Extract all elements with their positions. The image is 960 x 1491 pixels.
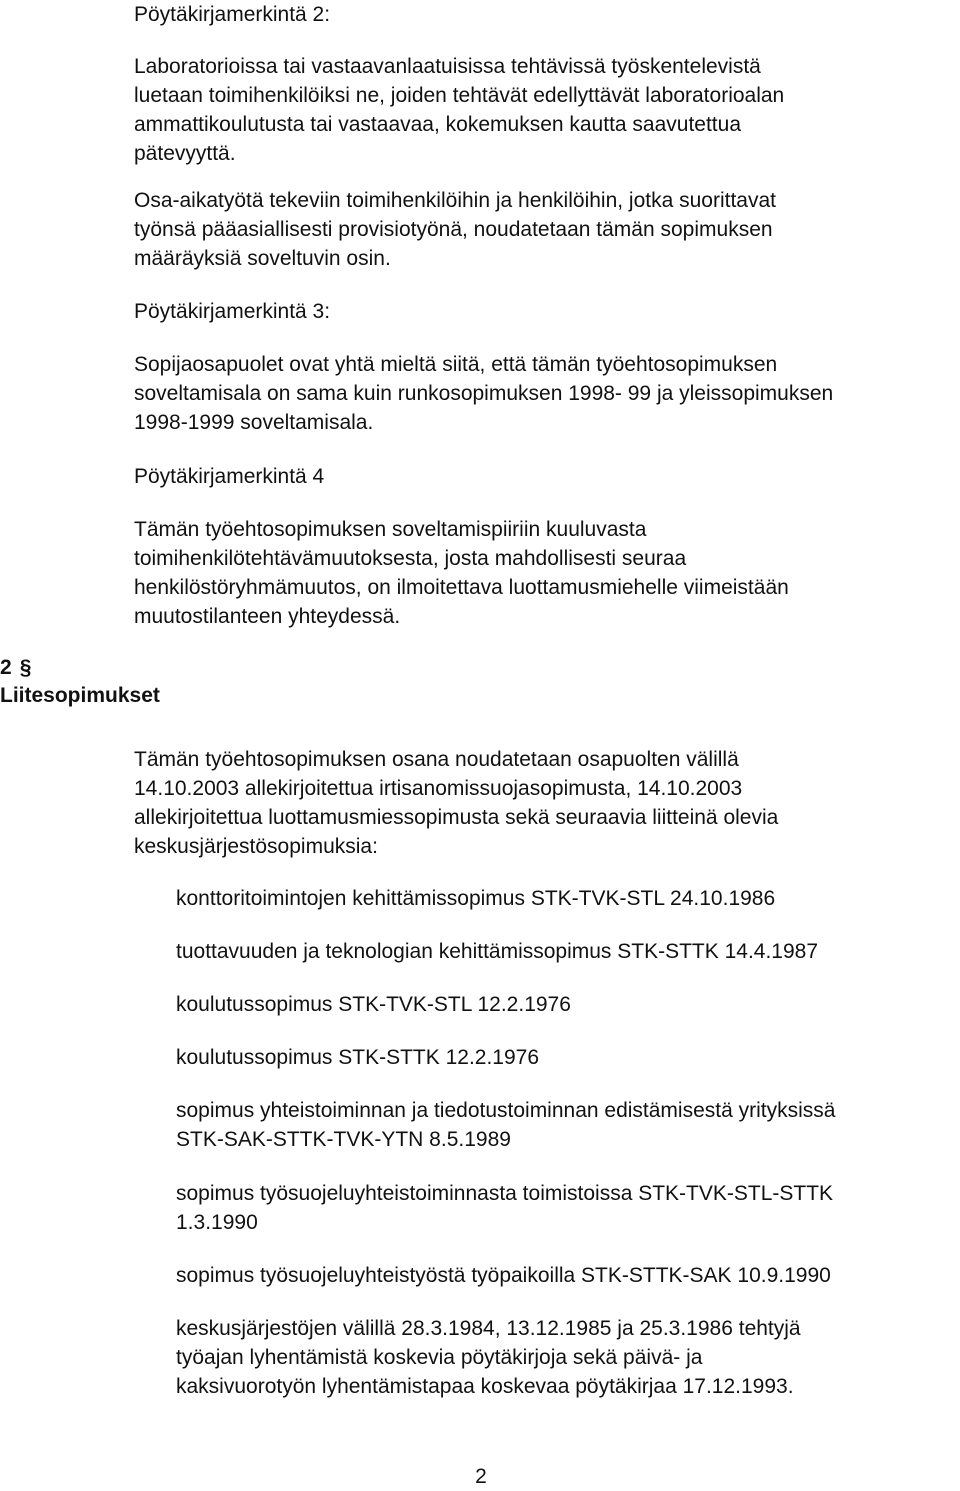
agreement-list-item (176, 1179, 956, 1237)
text-line: 14.10.2003 allekirjoitettua irtisanomissuojasopimusta, 14.10.2003 (134, 777, 743, 800)
note-2-paragraph-1 (134, 52, 956, 168)
text-line: konttoritoimintojen kehittämissopimus STK-TVK-STL 24.10.1986 (176, 887, 776, 910)
text-line: 1998-1999 soveltamisala. (134, 411, 374, 434)
section-heading (0, 654, 160, 710)
text-line: sopimus yhteistoiminnan ja tiedotustoiminnan edistämisestä yrityksissä (176, 1099, 836, 1122)
note-3-heading (134, 297, 956, 326)
page-number: 2 (475, 1465, 487, 1488)
note-3-paragraph (134, 350, 956, 437)
agreement-list-item (176, 1314, 956, 1401)
text-line: STK-SAK-STTK-TVK-YTN 8.5.1989 (176, 1128, 511, 1151)
note-4-paragraph (134, 515, 956, 631)
text-line: Tämän työehtosopimuksen osana noudatetaan osapuolten välillä (134, 748, 739, 771)
agreement-list-item (176, 937, 956, 966)
text-line: koulutussopimus STK-TVK-STL 12.2.1976 (176, 993, 571, 1016)
note-heading-text: Pöytäkirjamerkintä 4 (134, 465, 325, 488)
text-line: pätevyyttä. (134, 142, 236, 165)
agreement-list-item (176, 884, 956, 913)
text-line: kaksivuorotyön lyhentämistapaa koskevaa pöytäkirjaa 17.12.1993. (176, 1375, 794, 1398)
text-line: Osa-aikatyötä tekeviin toimihenkilöihin ja henkilöihin, jotka suorittavat (134, 189, 776, 212)
agreement-list-item (176, 1261, 956, 1290)
agreement-list-item (176, 1043, 956, 1072)
text-line: henkilöstöryhmämuutos, on ilmoitettava luottamusmiehelle viimeistään (134, 576, 789, 599)
agreement-list-item (176, 1096, 956, 1154)
text-line: Laboratorioissa tai vastaavanlaatuisissa tehtävissä työskentelevistä (134, 55, 761, 78)
text-line: keskusjärjestöjen välillä 28.3.1984, 13.12.1985 ja 25.3.1986 tehtyjä (176, 1317, 801, 1340)
text-line: sopimus työsuojeluyhteistyöstä työpaikoilla STK-STTK-SAK 10.9.1990 (176, 1264, 831, 1287)
text-line: Sopijaosapuolet ovat yhtä mieltä siitä, että tämän työehtosopimuksen (134, 353, 778, 376)
text-line: työnsä pääasiallisesti provisiotyönä, noudatetaan tämän sopimuksen (134, 218, 773, 241)
text-line: soveltamisala on sama kuin runkosopimuksen 1998- 99 ja yleissopimuksen (134, 382, 834, 405)
note-heading-text: Pöytäkirjamerkintä 3: (134, 300, 331, 323)
text-line: Tämän työehtosopimuksen soveltamispiiriin kuuluvasta (134, 518, 647, 541)
text-line: 1.3.1990 (176, 1211, 258, 1234)
section-title: Liitesopimukset (0, 684, 160, 707)
text-line: luetaan toimihenkilöiksi ne, joiden tehtävät edellyttävät laboratorioalan (134, 84, 785, 107)
text-line: allekirjoitettua luottamusmiessopimusta sekä seuraavia liitteinä olevia (134, 806, 779, 829)
section-number-line (0, 654, 160, 682)
text-line: tuottavuuden ja teknologian kehittämissopimus STK-STTK 14.4.1987 (176, 940, 819, 963)
section-intro (134, 745, 956, 861)
text-line: ammattikoulutusta tai vastaavaa, kokemuksen kautta saavutettua (134, 113, 742, 136)
text-line: määräyksiä soveltuvin osin. (134, 247, 391, 270)
text-line: työajan lyhentämistä koskevia pöytäkirjoja sekä päivä- ja (176, 1346, 703, 1369)
text-line: koulutussopimus STK-STTK 12.2.1976 (176, 1046, 540, 1069)
note-4-heading (134, 462, 956, 491)
note-2-paragraph-2 (134, 186, 956, 273)
note-heading-text: Pöytäkirjamerkintä 2: (134, 3, 331, 26)
note-2-heading (134, 0, 956, 29)
text-line: keskusjärjestösopimuksia: (134, 835, 378, 858)
text-line: muutostilanteen yhteydessä. (134, 605, 401, 628)
text-line: sopimus työsuojeluyhteistoiminnasta toimistoissa STK-TVK-STL-STTK (176, 1182, 834, 1205)
text-line: toimihenkilötehtävämuutoksesta, josta mahdollisesti seuraa (134, 547, 687, 570)
section-number: 2 (0, 656, 12, 679)
section-sign: § (19, 656, 32, 679)
agreement-list-item (176, 990, 956, 1019)
